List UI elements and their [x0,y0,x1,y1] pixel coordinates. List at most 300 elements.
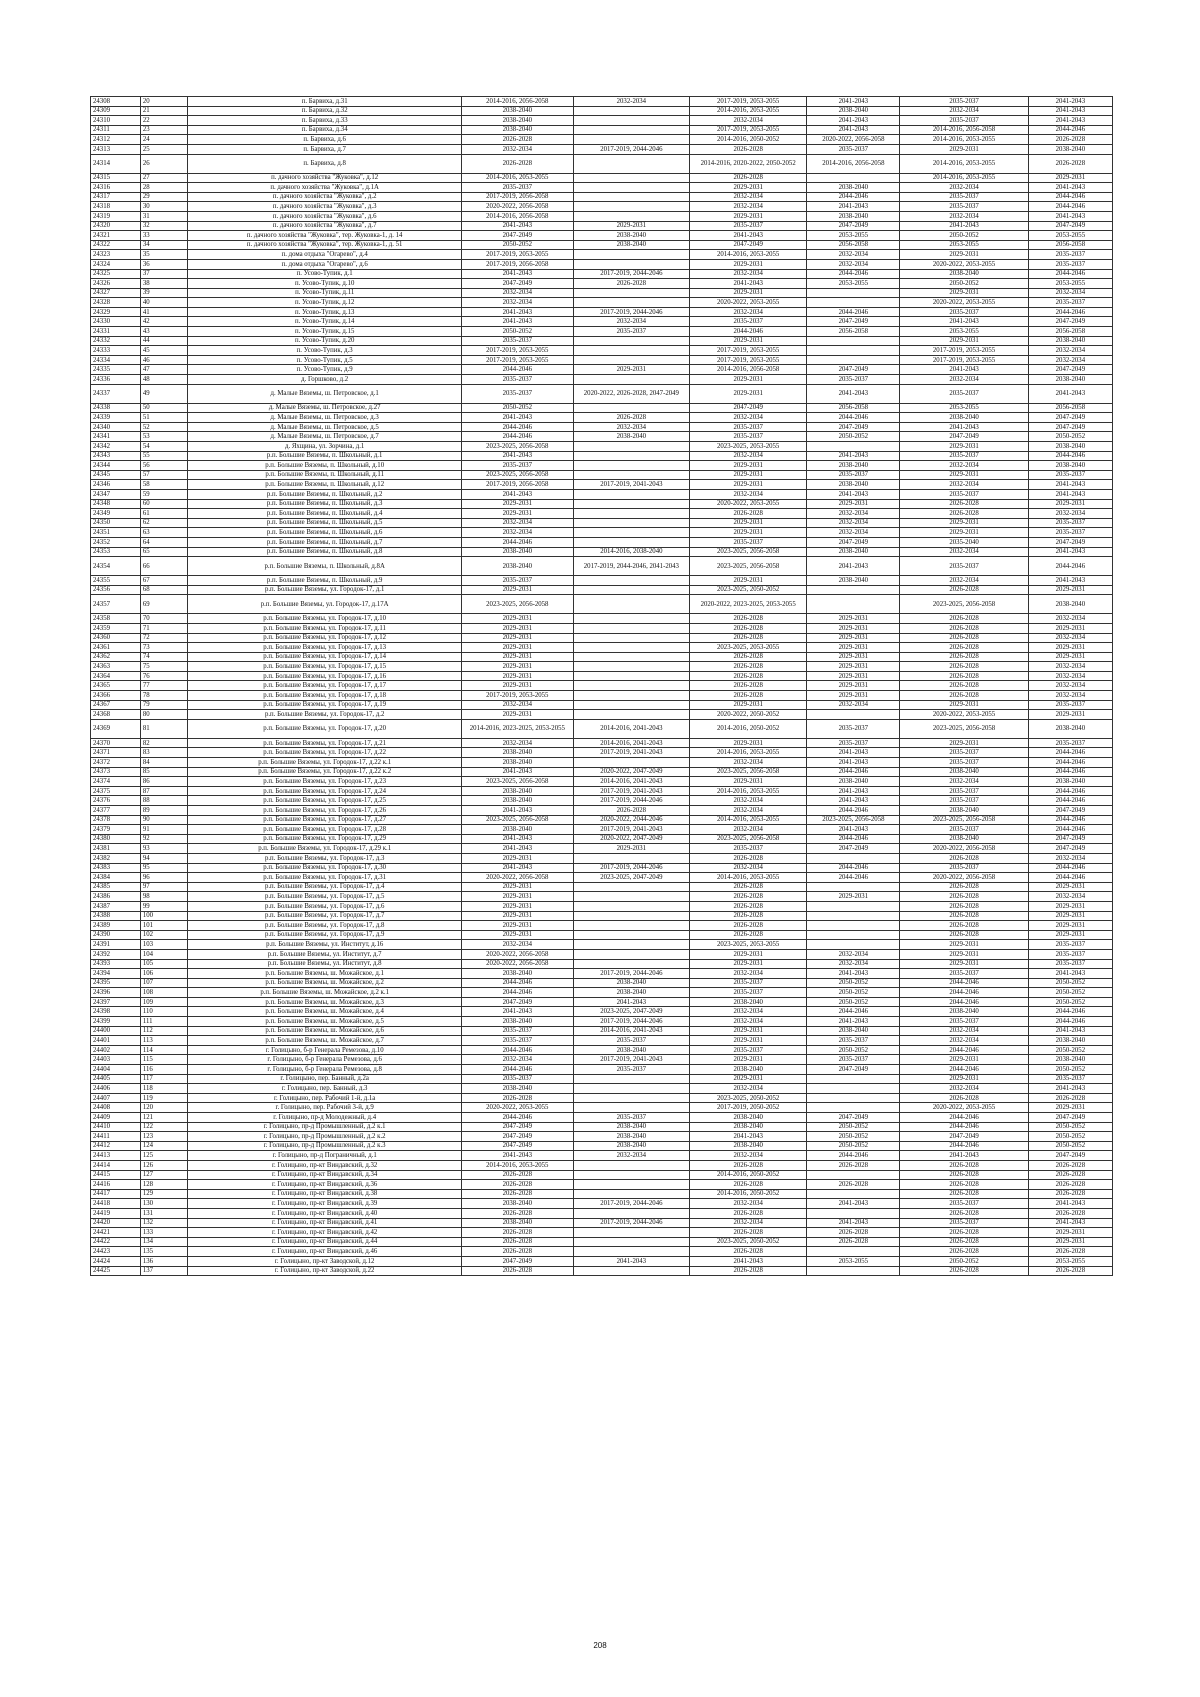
record-id-cell: 24424 [91,1256,141,1266]
period-col-7-cell: 2032-2034 [807,259,900,269]
period-col-6-cell: 2044-2046 [689,327,806,337]
period-col-5-cell [573,442,689,452]
row-number-cell: 133 [140,1228,188,1238]
row-number-cell: 62 [140,518,188,528]
period-col-6-cell: 2035-2037 [689,432,806,442]
period-col-8-cell: 2029-2031 [900,528,1028,538]
period-col-5-cell: 2026-2028 [573,806,689,816]
period-col-4-cell: 2044-2046 [461,1045,573,1055]
period-col-9-cell: 2026-2028 [1028,1160,1112,1170]
period-col-4-cell: 2029-2031 [461,710,573,720]
address-cell: д. Малые Вяземы, ш. Петровское, д.5 [188,422,461,432]
table-row [91,671,1113,681]
table-row [91,250,1113,260]
period-col-5-cell: 2017-2019, 2044-2046 [573,1218,689,1228]
period-col-8-cell: 2029-2031 [900,442,1028,452]
period-col-7-cell: 2038-2040 [807,461,900,471]
table-row [91,892,1113,902]
period-col-6-cell: 2032-2034 [689,192,806,202]
period-col-7-cell [807,853,900,863]
period-col-4-cell: 2038-2040 [461,748,573,758]
address-cell: р.п. Большие Вяземы, ул. Институт, д.7 [188,949,461,959]
table-row [91,1256,1113,1266]
period-col-9-cell: 2029-2031 [1028,173,1112,183]
period-col-5-cell [573,192,689,202]
period-col-6-cell: 2032-2034 [689,1151,806,1161]
period-col-6-cell: 2014-2016, 2053-2055 [689,873,806,883]
period-col-6-cell: 2032-2034 [689,1218,806,1228]
address-cell: г. Голицыно, пр-кт Виндавский, д.42 [188,1228,461,1238]
address-cell: д. Яхщина, ул. Зорчина, д.1 [188,442,461,452]
record-id-cell: 24414 [91,1160,141,1170]
period-col-7-cell: 2041-2043 [807,748,900,758]
address-cell: р.п. Большие Вяземы, п. Школьный, д.7 [188,537,461,547]
period-col-8-cell: 2029-2031 [900,144,1028,154]
period-col-5-cell: 2014-2016, 2041-2043 [573,1026,689,1036]
period-col-8-cell: 2014-2016, 2053-2055 [900,135,1028,145]
period-col-4-cell: 2041-2043 [461,221,573,231]
period-col-6-cell: 2026-2028 [689,1180,806,1190]
address-cell: р.п. Большие Вяземы, ул. Городок-17, д.16 [188,671,461,681]
period-col-5-cell [573,499,689,509]
record-id-cell: 24408 [91,1103,141,1113]
record-id-cell: 24379 [91,825,141,835]
period-col-6-cell: 2020-2022, 2050-2052 [689,710,806,720]
period-col-9-cell: 2032-2034 [1028,671,1112,681]
period-col-5-cell: 2017-2019, 2044-2046 [573,307,689,317]
period-col-7-cell: 2041-2043 [807,451,900,461]
period-col-5-cell [573,882,689,892]
period-col-5-cell: 2038-2040 [573,240,689,250]
table-row [91,1007,1113,1017]
period-col-4-cell: 2017-2019, 2056-2058 [461,480,573,490]
record-id-cell: 24331 [91,327,141,337]
period-col-8-cell: 2023-2025, 2056-2058 [900,815,1028,825]
period-col-5-cell: 2038-2040 [573,1132,689,1142]
period-col-7-cell: 2041-2043 [807,825,900,835]
period-col-5-cell [573,576,689,586]
period-col-6-cell: 2026-2028 [689,1160,806,1170]
row-number-cell: 24 [140,135,188,145]
period-col-4-cell: 2041-2043 [461,489,573,499]
period-col-4-cell: 2026-2028 [461,1093,573,1103]
period-col-9-cell: 2047-2049 [1028,317,1112,327]
period-col-7-cell: 2029-2031 [807,633,900,643]
address-cell: р.п. Большие Вяземы, ул. Городок-17, д.19 [188,700,461,710]
period-col-8-cell: 2032-2034 [900,576,1028,586]
record-id-cell: 24367 [91,700,141,710]
table-row [91,748,1113,758]
period-col-5-cell [573,901,689,911]
row-number-cell: 109 [140,997,188,1007]
address-cell: п. Барвиха, д.33 [188,116,461,126]
period-col-6-cell: 2029-2031 [689,738,806,748]
address-cell: г. Голицыно, б-р Генерала Ремезова, д.8 [188,1065,461,1075]
period-col-4-cell: 2020-2022, 2056-2058 [461,873,573,883]
address-cell: р.п. Большие Вяземы, ул. Городок-17, д.22 к.2 [188,767,461,777]
period-col-6-cell: 2014-2016, 2053-2055 [689,748,806,758]
record-id-cell: 24401 [91,1036,141,1046]
address-cell: п. Усово-Тупик, д.15 [188,327,461,337]
period-col-4-cell: 2044-2046 [461,422,573,432]
period-col-9-cell: 2053-2055 [1028,231,1112,241]
record-id-cell: 24309 [91,106,141,116]
period-col-7-cell [807,901,900,911]
period-col-7-cell: 2047-2049 [807,537,900,547]
period-col-6-cell: 2029-2031 [689,777,806,787]
period-col-5-cell [573,183,689,193]
period-col-4-cell: 2032-2034 [461,528,573,538]
period-col-7-cell: 2029-2031 [807,691,900,701]
period-col-4-cell: 2026-2028 [461,1228,573,1238]
period-col-8-cell: 2038-2040 [900,269,1028,279]
period-col-5-cell: 2035-2037 [573,1113,689,1123]
period-col-7-cell: 2047-2049 [807,365,900,375]
period-col-4-cell: 2026-2028 [461,1180,573,1190]
record-id-cell: 24394 [91,969,141,979]
row-number-cell: 37 [140,269,188,279]
period-col-6-cell: 2029-2031 [689,384,806,403]
period-col-4-cell: 2029-2031 [461,681,573,691]
address-cell: г. Голицыно, пер. Рабочий 3-й, д.9 [188,1103,461,1113]
period-col-8-cell: 2032-2034 [900,211,1028,221]
table-row [91,403,1113,413]
record-id-cell: 24388 [91,911,141,921]
period-col-7-cell: 2026-2028 [807,1180,900,1190]
period-col-4-cell: 2029-2031 [461,652,573,662]
row-number-cell: 135 [140,1247,188,1257]
period-col-8-cell: 2026-2028 [900,585,1028,595]
table-row [91,1199,1113,1209]
record-id-cell: 24420 [91,1218,141,1228]
table-row [91,106,1113,116]
period-col-6-cell: 2038-2040 [689,1113,806,1123]
period-col-8-cell: 2032-2034 [900,480,1028,490]
period-col-7-cell: 2044-2046 [807,834,900,844]
period-col-7-cell: 2032-2034 [807,959,900,969]
period-col-6-cell: 2017-2019, 2053-2055 [689,97,806,107]
period-col-9-cell: 2047-2049 [1028,537,1112,547]
record-id-cell: 24316 [91,183,141,193]
period-col-9-cell: 2056-2058 [1028,403,1112,413]
row-number-cell: 33 [140,231,188,241]
period-col-7-cell: 2038-2040 [807,1026,900,1036]
period-col-7-cell: 2041-2043 [807,796,900,806]
period-col-6-cell: 2014-2016, 2050-2052 [689,1170,806,1180]
period-col-9-cell: 2053-2055 [1028,1256,1112,1266]
row-number-cell: 42 [140,317,188,327]
period-col-6-cell: 2026-2028 [689,691,806,701]
period-col-9-cell: 2050-2052 [1028,988,1112,998]
period-col-5-cell: 2023-2025, 2047-2049 [573,873,689,883]
table-row [91,1141,1113,1151]
row-number-cell: 84 [140,758,188,768]
period-col-8-cell: 2032-2034 [900,1036,1028,1046]
period-col-5-cell: 2038-2040 [573,231,689,241]
period-col-6-cell: 2032-2034 [689,1084,806,1094]
period-col-6-cell: 2032-2034 [689,269,806,279]
table-row [91,988,1113,998]
record-id-cell: 24361 [91,643,141,653]
record-id-cell: 24349 [91,509,141,519]
table-row [91,422,1113,432]
table-row [91,499,1113,509]
period-col-4-cell: 2029-2031 [461,623,573,633]
period-col-8-cell: 2026-2028 [900,623,1028,633]
period-col-7-cell: 2050-2052 [807,997,900,1007]
row-number-cell: 107 [140,978,188,988]
period-col-5-cell: 2041-2043 [573,1256,689,1266]
period-col-7-cell: 2026-2028 [807,1237,900,1247]
table-row [91,882,1113,892]
period-col-9-cell: 2026-2028 [1028,135,1112,145]
row-number-cell: 134 [140,1237,188,1247]
period-col-9-cell: 2041-2043 [1028,384,1112,403]
period-col-4-cell: 2026-2028 [461,135,573,145]
period-col-9-cell: 2035-2037 [1028,959,1112,969]
table-row [91,346,1113,356]
housing-repair-schedule-table [90,96,1113,1276]
period-col-5-cell [573,451,689,461]
period-col-5-cell: 2017-2019, 2044-2046 [573,269,689,279]
record-id-cell: 24337 [91,384,141,403]
period-col-8-cell: 2038-2040 [900,806,1028,816]
period-col-4-cell: 2050-2052 [461,240,573,250]
period-col-9-cell: 2056-2058 [1028,327,1112,337]
period-col-4-cell: 2017-2019, 2053-2055 [461,250,573,260]
period-col-7-cell [807,1247,900,1257]
period-col-8-cell: 2023-2025, 2056-2058 [900,719,1028,738]
record-id-cell: 24354 [91,557,141,576]
period-col-5-cell [573,470,689,480]
row-number-cell: 73 [140,643,188,653]
page-number: 208 [593,1641,607,1650]
period-col-8-cell: 2041-2043 [900,365,1028,375]
table-row [91,221,1113,231]
period-col-9-cell: 2050-2052 [1028,1045,1112,1055]
period-col-7-cell [807,1084,900,1094]
address-cell: г. Голицыно, пр-кт Виндавский, д.36 [188,1180,461,1190]
period-col-6-cell: 2029-2031 [689,375,806,385]
period-col-8-cell: 2029-2031 [900,288,1028,298]
row-number-cell: 125 [140,1151,188,1161]
table-row [91,1017,1113,1027]
period-col-8-cell: 2053-2055 [900,240,1028,250]
period-col-6-cell: 2035-2037 [689,317,806,327]
address-cell: р.п. Большие Вяземы, ул. Городок-17, д.5 [188,892,461,902]
period-col-7-cell [807,298,900,308]
row-number-cell: 101 [140,921,188,931]
period-col-6-cell: 2029-2031 [689,576,806,586]
period-col-5-cell [573,662,689,672]
record-id-cell: 24344 [91,461,141,471]
row-number-cell: 118 [140,1084,188,1094]
period-col-6-cell: 2035-2037 [689,1045,806,1055]
period-col-9-cell: 2035-2037 [1028,738,1112,748]
period-col-7-cell: 2032-2034 [807,700,900,710]
table-row [91,537,1113,547]
record-id-cell: 24371 [91,748,141,758]
record-id-cell: 24418 [91,1199,141,1209]
period-col-5-cell [573,489,689,499]
period-col-8-cell: 2050-2052 [900,279,1028,289]
row-number-cell: 126 [140,1160,188,1170]
table-row [91,355,1113,365]
period-col-9-cell: 2035-2037 [1028,298,1112,308]
period-col-9-cell: 2026-2028 [1028,1266,1112,1276]
table-row [91,240,1113,250]
period-col-9-cell: 2044-2046 [1028,748,1112,758]
period-col-6-cell: 2026-2028 [689,633,806,643]
period-col-5-cell [573,671,689,681]
period-col-5-cell [573,614,689,624]
record-id-cell: 24402 [91,1045,141,1055]
table-row [91,1045,1113,1055]
row-number-cell: 20 [140,97,188,107]
row-number-cell: 136 [140,1256,188,1266]
period-col-9-cell: 2026-2028 [1028,1093,1112,1103]
period-col-5-cell: 2020-2022, 2044-2046 [573,815,689,825]
period-col-6-cell: 2026-2028 [689,892,806,902]
period-col-9-cell: 2035-2037 [1028,470,1112,480]
period-col-8-cell: 2026-2028 [900,652,1028,662]
address-cell: г. Голицыно, пер. Банный, д.3 [188,1084,461,1094]
period-col-9-cell: 2032-2034 [1028,614,1112,624]
address-cell: п. Усово-Тупик, д.9 [188,365,461,375]
period-col-5-cell [573,1170,689,1180]
record-id-cell: 24320 [91,221,141,231]
period-col-7-cell: 2032-2034 [807,528,900,538]
period-col-6-cell: 2032-2034 [689,1007,806,1017]
record-id-cell: 24324 [91,259,141,269]
row-number-cell: 85 [140,767,188,777]
table-row [91,614,1113,624]
address-cell: р.п. Большие Вяземы, ул. Городок-17, д.31 [188,873,461,883]
table-row [91,911,1113,921]
row-number-cell: 41 [140,307,188,317]
record-id-cell: 24321 [91,231,141,241]
period-col-7-cell: 2029-2031 [807,662,900,672]
period-col-7-cell: 2050-2052 [807,432,900,442]
period-col-6-cell: 2035-2037 [689,988,806,998]
table-row [91,547,1113,557]
table-row [91,815,1113,825]
period-col-7-cell [807,1093,900,1103]
table-row [91,1036,1113,1046]
row-number-cell: 130 [140,1199,188,1209]
address-cell: р.п. Большие Вяземы, п. Школьный, д.5 [188,518,461,528]
period-col-8-cell: 2044-2046 [900,1065,1028,1075]
period-col-5-cell: 2029-2031 [573,365,689,375]
period-col-6-cell: 2029-2031 [689,700,806,710]
address-cell: р.п. Большие Вяземы, ул. Городок-17, д.3 [188,853,461,863]
period-col-4-cell: 2026-2028 [461,1189,573,1199]
period-col-7-cell: 2047-2049 [807,221,900,231]
period-col-5-cell [573,758,689,768]
period-col-8-cell: 2044-2046 [900,1122,1028,1132]
table-row [91,489,1113,499]
period-col-9-cell: 2038-2040 [1028,375,1112,385]
period-col-9-cell: 2044-2046 [1028,192,1112,202]
period-col-4-cell: 2029-2031 [461,911,573,921]
period-col-7-cell: 2041-2043 [807,116,900,126]
table-row [91,1065,1113,1075]
table-row [91,231,1113,241]
period-col-5-cell [573,116,689,126]
table-row [91,719,1113,738]
period-col-5-cell [573,125,689,135]
record-id-cell: 24334 [91,355,141,365]
record-id-cell: 24413 [91,1151,141,1161]
period-col-9-cell: 2035-2037 [1028,259,1112,269]
record-id-cell: 24345 [91,470,141,480]
period-col-6-cell: 2032-2034 [689,307,806,317]
row-number-cell: 102 [140,930,188,940]
table-row [91,1247,1113,1257]
address-cell: р.п. Большие Вяземы, п. Школьный, д.8 [188,547,461,557]
period-col-6-cell: 2032-2034 [689,825,806,835]
period-col-4-cell: 2044-2046 [461,365,573,375]
table-row [91,691,1113,701]
table-row [91,1180,1113,1190]
row-number-cell: 31 [140,211,188,221]
address-cell: р.п. Большие Вяземы, ул. Городок-17, д.7 [188,911,461,921]
address-cell: р.п. Большие Вяземы, ул. Городок-17, д.12 [188,633,461,643]
address-cell: р.п. Большие Вяземы, ул. Городок-17, д.29 [188,834,461,844]
period-col-6-cell: 2041-2043 [689,1132,806,1142]
period-col-9-cell: 2038-2040 [1028,595,1112,614]
period-col-9-cell: 2038-2040 [1028,719,1112,738]
period-col-9-cell: 2044-2046 [1028,1017,1112,1027]
period-col-7-cell [807,346,900,356]
period-col-6-cell: 2020-2022, 2053-2055 [689,298,806,308]
row-number-cell: 61 [140,509,188,519]
row-number-cell: 120 [140,1103,188,1113]
period-col-9-cell: 2047-2049 [1028,422,1112,432]
record-id-cell: 24380 [91,834,141,844]
record-id-cell: 24415 [91,1170,141,1180]
period-col-9-cell: 2029-2031 [1028,882,1112,892]
period-col-8-cell: 2020-2022, 2053-2055 [900,710,1028,720]
address-cell: р.п. Большие Вяземы, ул. Институт, д.8 [188,959,461,969]
row-number-cell: 111 [140,1017,188,1027]
period-col-5-cell [573,211,689,221]
period-col-9-cell: 2032-2034 [1028,346,1112,356]
period-col-5-cell: 2035-2037 [573,1065,689,1075]
table-row [91,135,1113,145]
address-cell: р.п. Большие Вяземы, ул. Городок-17, д.29 к.1 [188,844,461,854]
address-cell: д. Малые Вяземы, ш. Петровское, д.27 [188,403,461,413]
table-row [91,413,1113,423]
period-col-5-cell [573,375,689,385]
period-col-5-cell [573,336,689,346]
table-row [91,921,1113,931]
period-col-6-cell: 2023-2025, 2050-2052 [689,1093,806,1103]
period-col-5-cell [573,633,689,643]
period-col-4-cell: 2038-2040 [461,758,573,768]
table-row [91,327,1113,337]
record-id-cell: 24391 [91,940,141,950]
period-col-5-cell: 2020-2022, 2047-2049 [573,834,689,844]
period-col-5-cell [573,537,689,547]
period-col-5-cell [573,298,689,308]
period-col-7-cell: 2041-2043 [807,489,900,499]
address-cell: р.п. Большие Вяземы, ул. Городок-17, д.24 [188,786,461,796]
period-col-9-cell: 2041-2043 [1028,1218,1112,1228]
row-number-cell: 52 [140,422,188,432]
record-id-cell: 24363 [91,662,141,672]
table-row [91,853,1113,863]
